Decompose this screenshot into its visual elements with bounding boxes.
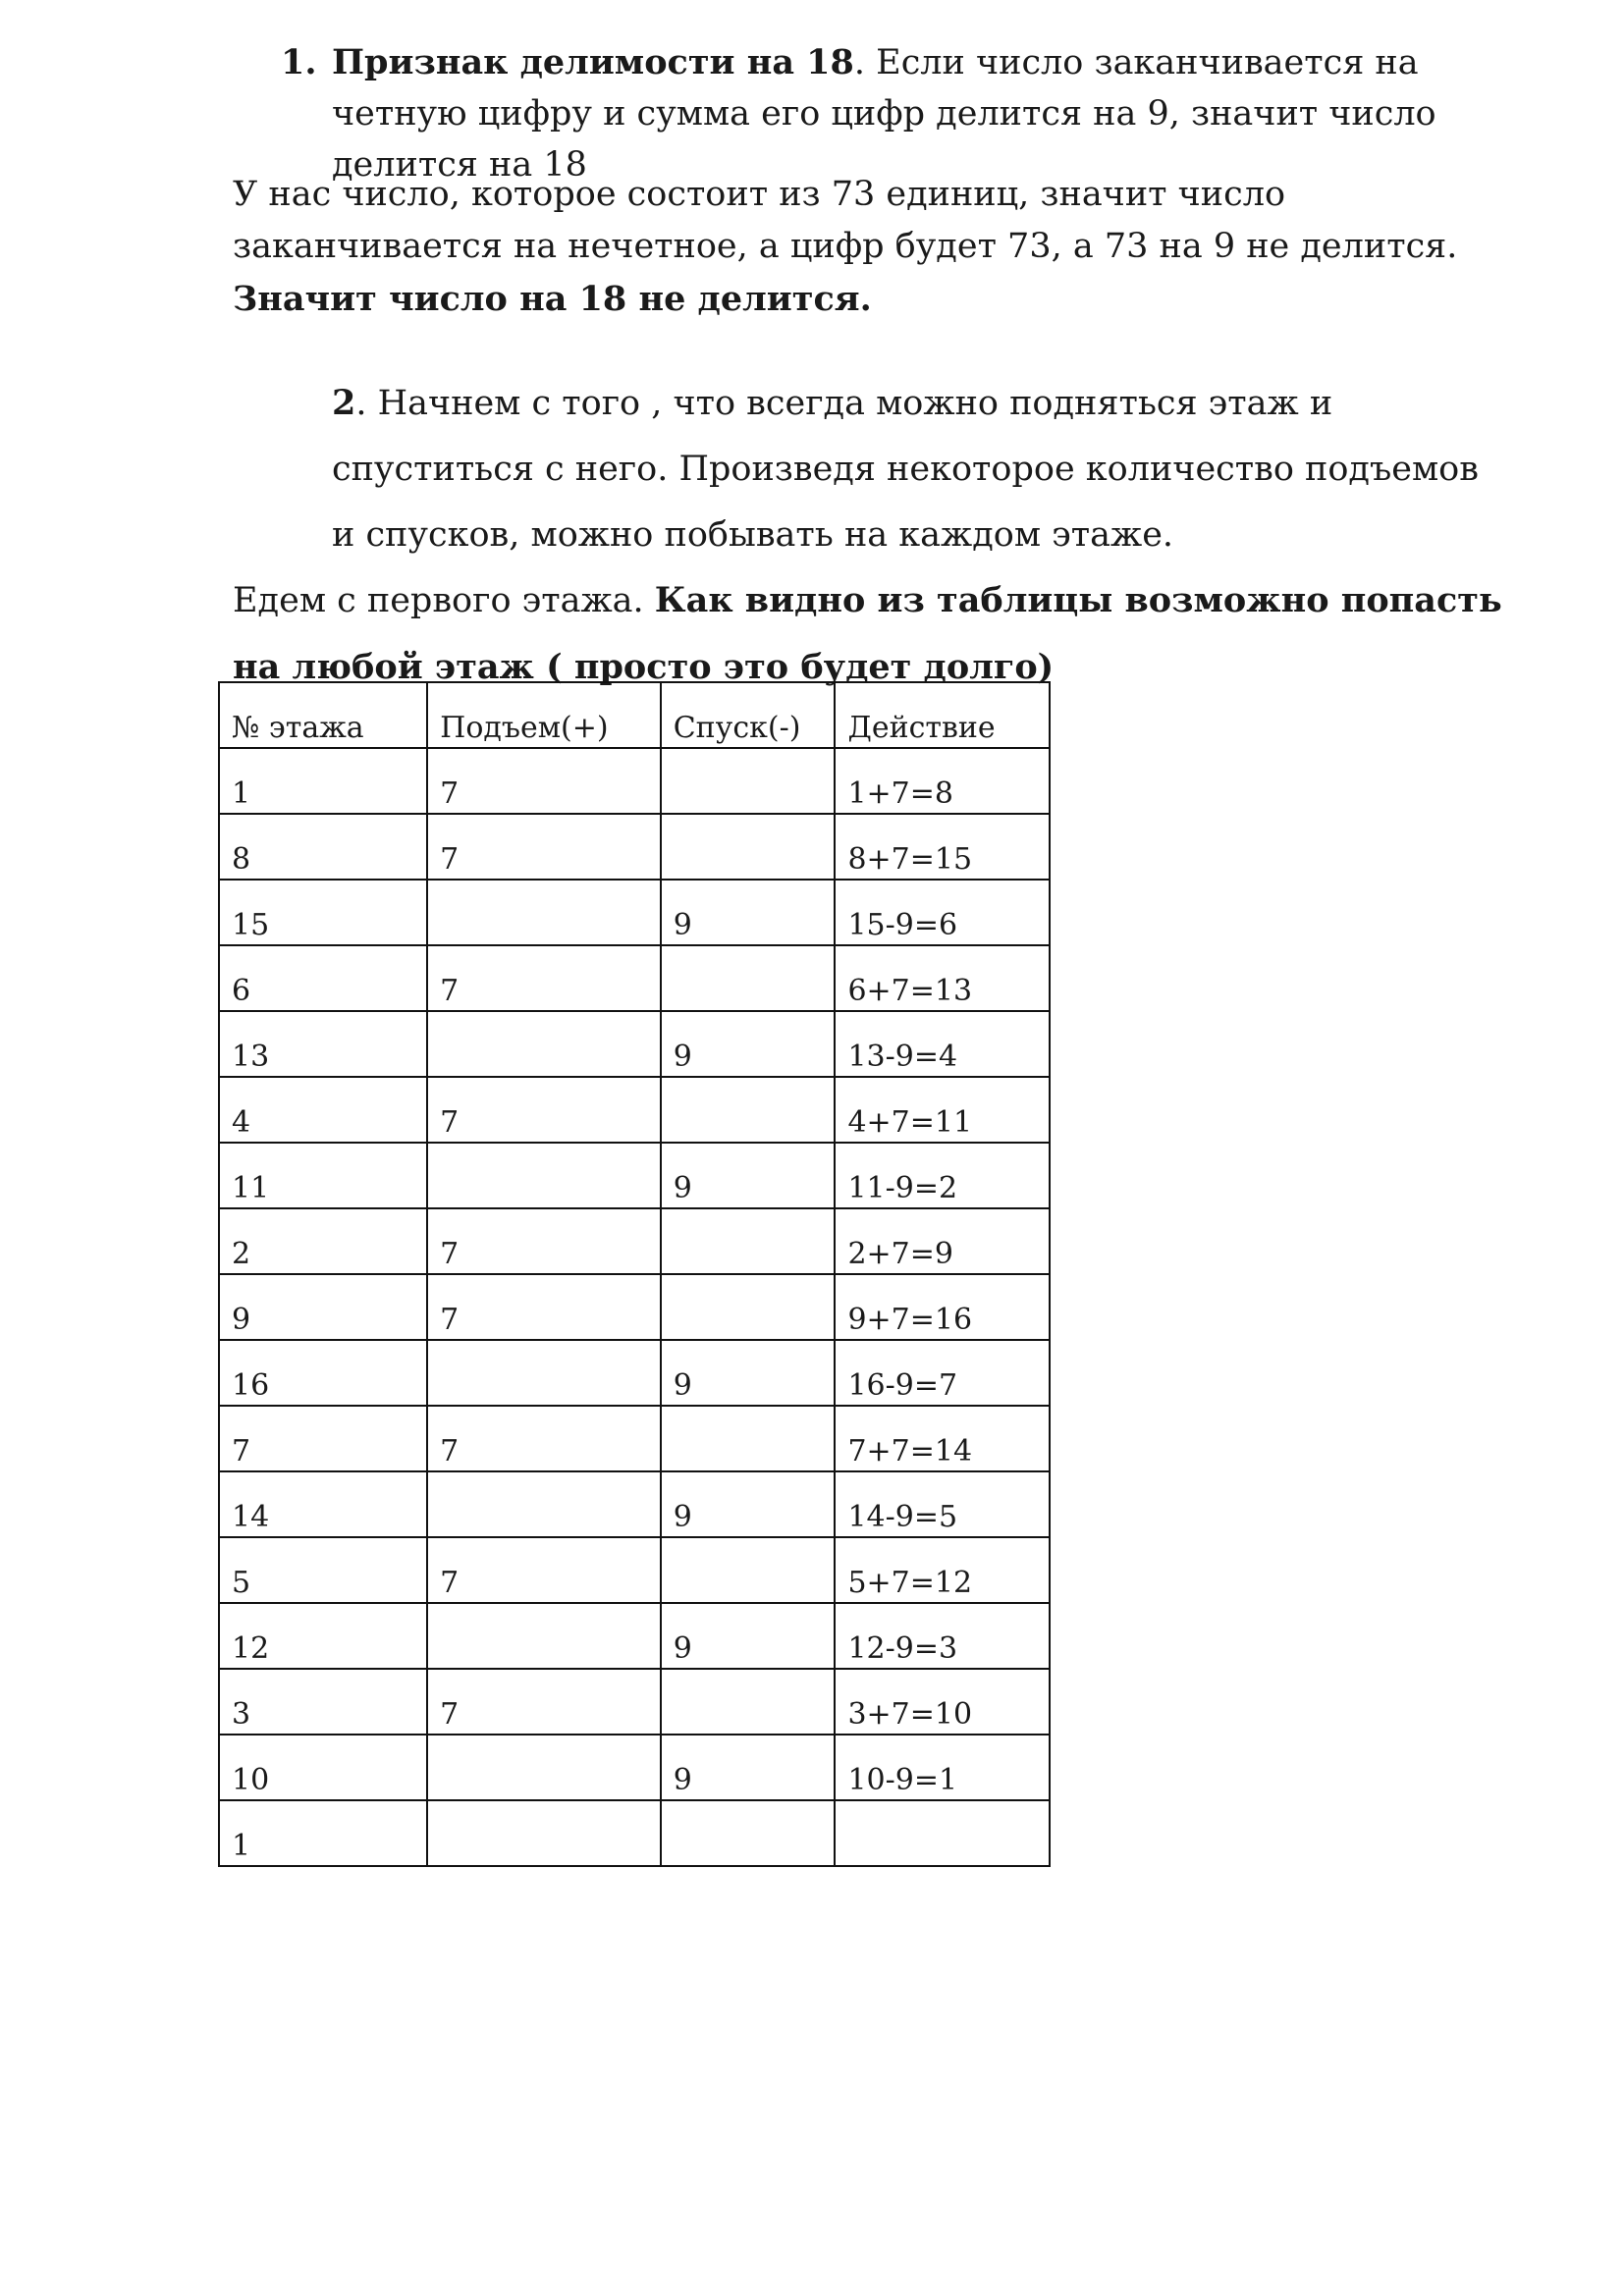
table-cell: 5+7=12 [835,1537,1050,1603]
table-cell: 13 [219,1011,427,1077]
table-cell [661,748,836,814]
table-cell: 12 [219,1603,427,1669]
table-cell: 9+7=16 [835,1274,1050,1340]
table-cell [427,1143,661,1208]
table-cell: 7 [427,1274,661,1340]
table-cell: 7 [219,1406,427,1471]
rule-title: Признак делимости на 18 [332,42,854,82]
table-header-cell: № этажа [219,682,427,748]
table-cell [661,1274,836,1340]
table-cell [427,1735,661,1800]
table-cell: 9 [661,880,836,945]
table-cell: 7 [427,1077,661,1143]
table-cell: 15-9=6 [835,880,1050,945]
table-row [219,1143,1050,1208]
table-cell [835,1800,1050,1866]
table-cell: 9 [661,1471,836,1537]
table-cell: 7+7=14 [835,1406,1050,1471]
table-row [219,1406,1050,1471]
table-cell: 9 [661,1735,836,1800]
table-row [219,1340,1050,1406]
table-cell: 4+7=11 [835,1077,1050,1143]
list-item-body [332,37,1498,190]
table-body [219,748,1050,1866]
table-cell: 13-9=4 [835,1011,1050,1077]
table-cell: 10 [219,1735,427,1800]
table-cell: 7 [427,945,661,1011]
table-cell: 9 [219,1274,427,1340]
table-cell: 5 [219,1537,427,1603]
paragraph-text: . Начнем с того , что всегда можно подняться этаж и спуститься с него. Произведя некоторое количество подъемов и спусков, можно побывать на каждом этаже. [332,384,1479,555]
table-cell: 8+7=15 [835,814,1050,880]
rule-text: . Если число заканчивается на четную цифру и сумма его цифр делится на 9, значит число делится на 18 [332,43,1436,185]
list-number: 2 [332,383,356,423]
table-cell: 1 [219,748,427,814]
table-row [219,1208,1050,1274]
table-row [219,945,1050,1011]
table-cell: 9 [661,1340,836,1406]
table-cell: 3 [219,1669,427,1735]
paragraph-conclusion: Как видно из таблицы возможно попасть на любой этаж ( просто это будет долго) [233,580,1502,687]
paragraph-text: У нас число, которое состоит из 73 единиц, значит число заканчивается на нечетное, а цифр будет 73, а 73 на 9 не делится. [233,175,1458,266]
list-number: 1. [281,42,317,82]
table-cell [661,1669,836,1735]
table-header-cell: Спуск(-) [661,682,836,748]
table-row [219,748,1050,814]
table-cell: 3+7=10 [835,1669,1050,1735]
table-cell: 4 [219,1077,427,1143]
table-row [219,1471,1050,1537]
table-cell: 7 [427,1669,661,1735]
paragraph-conclusion: Значит число на 18 не делится. [233,279,872,319]
table-row [219,880,1050,945]
table-cell [661,1077,836,1143]
list-item-1 [281,37,1498,190]
table-cell: 7 [427,1208,661,1274]
table-cell [661,1537,836,1603]
table-header-cell: Действие [835,682,1050,748]
table-cell: 6 [219,945,427,1011]
table-cell: 7 [427,1406,661,1471]
table-cell [427,1603,661,1669]
table-cell: 16 [219,1340,427,1406]
table-cell [661,1406,836,1471]
paragraph-text: Едем с первого этажа. [233,581,655,620]
floors-table [218,681,1051,1867]
table-header-row [219,682,1050,748]
table-row [219,814,1050,880]
table-cell [661,1208,836,1274]
table-cell: 2+7=9 [835,1208,1050,1274]
table-cell: 1+7=8 [835,748,1050,814]
table-cell [661,814,836,880]
list-item-2 [332,370,1510,568]
table-cell: 16-9=7 [835,1340,1050,1406]
table-row [219,1274,1050,1340]
table-cell [427,1471,661,1537]
table-row [219,1669,1050,1735]
table-row [219,1735,1050,1800]
table-row [219,1800,1050,1866]
table-cell [661,1800,836,1866]
table-cell: 7 [427,1537,661,1603]
table-cell [427,1800,661,1866]
table-cell: 8 [219,814,427,880]
table-cell: 9 [661,1603,836,1669]
table-row [219,1011,1050,1077]
table-cell [661,945,836,1011]
table-cell: 11-9=2 [835,1143,1050,1208]
table-header-cell: Подъем(+) [427,682,661,748]
table-cell [427,1340,661,1406]
table-row [219,1077,1050,1143]
table-cell: 10-9=1 [835,1735,1050,1800]
paragraph-divisibility-answer [233,169,1509,326]
table-cell: 12-9=3 [835,1603,1050,1669]
table-row [219,1603,1050,1669]
table-cell: 7 [427,748,661,814]
table-row [219,1537,1050,1603]
table-cell: 9 [661,1011,836,1077]
table-cell: 9 [661,1143,836,1208]
table-cell: 14 [219,1471,427,1537]
table-cell: 7 [427,814,661,880]
table-cell: 14-9=5 [835,1471,1050,1537]
table-cell: 11 [219,1143,427,1208]
table-cell [427,1011,661,1077]
table-cell: 1 [219,1800,427,1866]
table-cell: 15 [219,880,427,945]
table-cell: 2 [219,1208,427,1274]
table-cell [427,880,661,945]
table-cell: 6+7=13 [835,945,1050,1011]
